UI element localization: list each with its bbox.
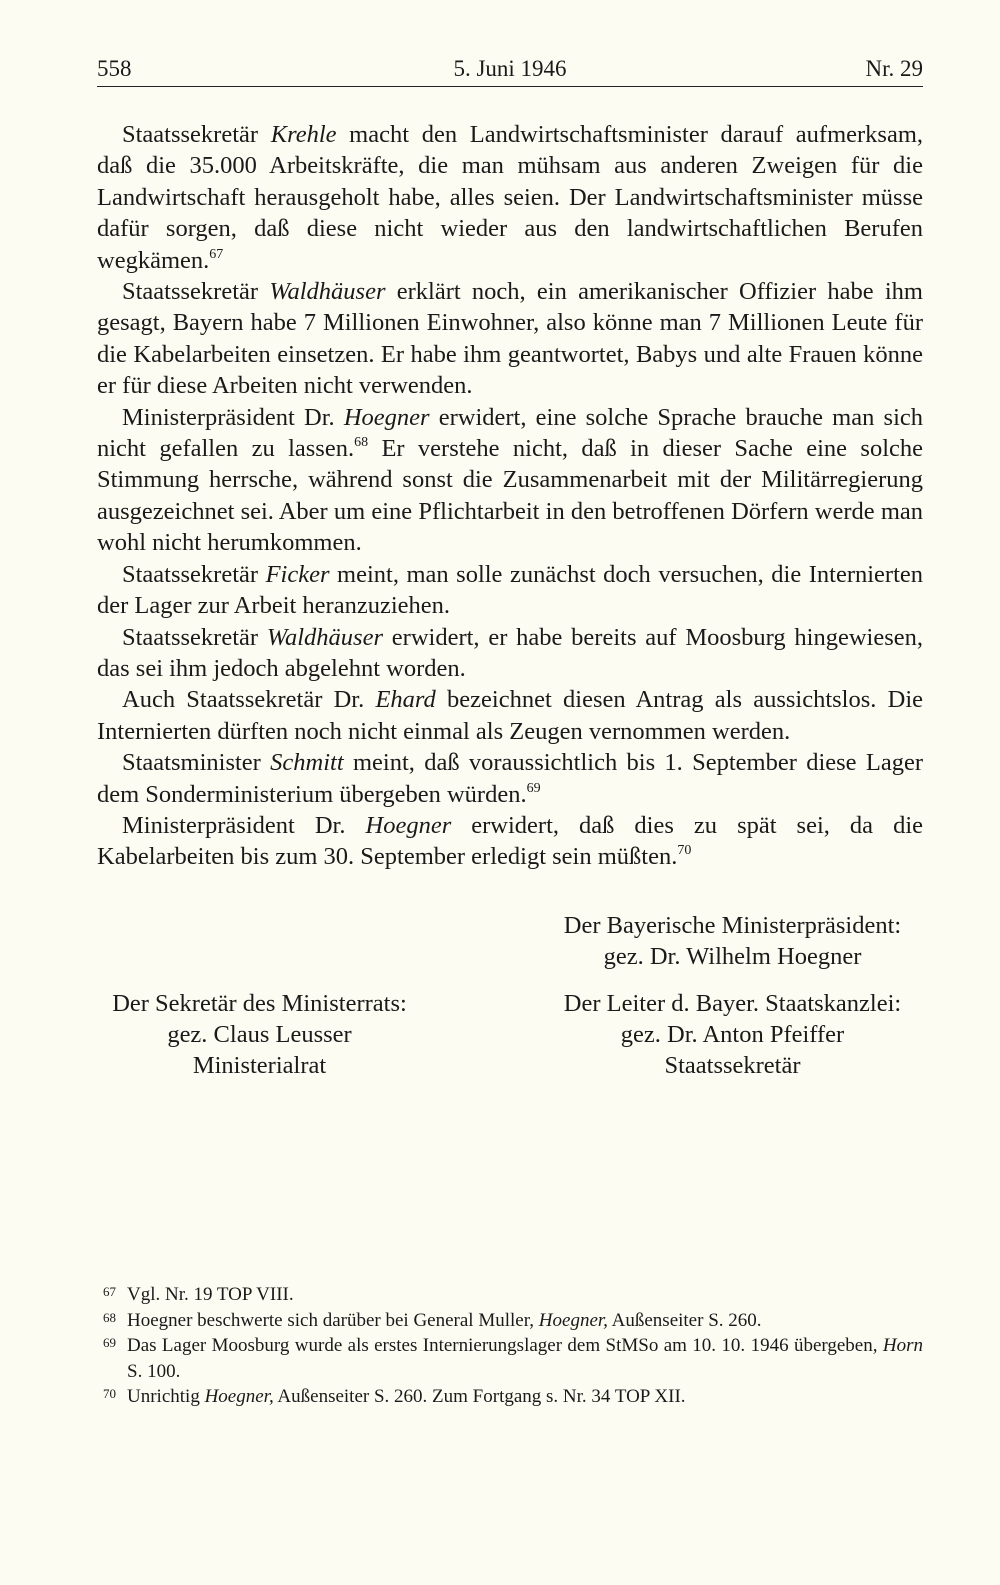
signature-chancellery	[542, 988, 923, 1081]
signature-name: gez. Dr. Anton Pfeiffer	[620, 1021, 845, 1048]
signature-title: Der Leiter d. Bayer. Staatskanzlei:	[563, 990, 902, 1017]
speaker-name: Ficker	[265, 560, 330, 588]
paragraph-text: Staatssekretär	[122, 278, 270, 306]
page-number: 558	[97, 56, 132, 81]
footnote-text: Vgl. Nr. 19 TOP VIII.	[127, 1284, 294, 1305]
signature-rank: Ministerialrat	[192, 1052, 327, 1079]
header-date: 5. Juni 1946	[453, 56, 567, 81]
footnotes	[97, 1282, 923, 1410]
paragraph-text: meint, daß voraussichtlich bis 1. September diese Lager dem Sonderministerium übergeben würden.	[97, 749, 923, 808]
paragraph-text: erwidert, eine solche Sprache brauche man sich nicht gefallen zu lassen.	[97, 403, 924, 463]
paragraph	[97, 810, 923, 873]
footnote-citation: Horn	[882, 1335, 923, 1357]
speaker-name: Krehle	[270, 121, 337, 148]
signature-president	[542, 910, 923, 972]
paragraph-text: Ministerpräsident Dr.	[122, 811, 366, 839]
footnote-number: 67	[103, 1284, 116, 1299]
footnote-text: Außenseiter S. 260.	[607, 1309, 762, 1331]
footnote-ref: 67	[209, 246, 224, 262]
paragraph-text: Staatsminister	[122, 749, 271, 777]
signature-rank: Staatssekretär	[664, 1052, 801, 1079]
footnote	[97, 1308, 923, 1334]
footnote	[97, 1333, 923, 1384]
paragraph	[97, 119, 923, 276]
paragraph	[97, 402, 923, 559]
speaker-name: Hoegner	[343, 403, 430, 431]
speaker-name: Ehard	[375, 686, 436, 714]
footnote-ref: 69	[526, 780, 541, 796]
footnote-text: S. 100.	[127, 1360, 181, 1382]
paragraph-text: bezeichnet diesen Antrag als aussichtslos. Die Internierten dürften noch nicht einmal als Zeugen vernommen werden.	[97, 686, 924, 745]
paragraph	[97, 622, 923, 685]
speaker-name: Schmitt	[270, 749, 344, 777]
footnote	[97, 1282, 923, 1308]
signature-name: gez. Dr. Wilhelm Hoegner	[603, 943, 862, 970]
paragraph	[97, 276, 923, 402]
footnote-citation: Hoegner,	[204, 1386, 274, 1408]
issue-number: Nr. 29	[865, 56, 923, 81]
speaker-name: Waldhäuser	[266, 623, 384, 651]
footnote-number: 69	[103, 1335, 116, 1351]
footnote-text: Hoegner beschwerte sich darüber bei General Muller,	[127, 1309, 539, 1331]
footnote-ref: 70	[677, 843, 692, 859]
paragraph	[97, 747, 923, 810]
paragraph-text: Staatssekretär	[122, 121, 271, 148]
paragraph	[97, 684, 923, 747]
speaker-name: Waldhäuser	[269, 278, 386, 306]
footnote-citation: Hoegner,	[538, 1309, 608, 1331]
minutes-body	[97, 119, 923, 873]
footnote-number: 68	[103, 1309, 116, 1325]
paragraph-text: erwidert, er habe bereits auf Moosburg hingewiesen, das sei ihm jedoch abgelehnt worden.	[97, 623, 923, 682]
paragraph-text: Er verstehe nicht, daß in dieser Sache eine solche Stimmung herrsche, während sonst die Zusammenarbeit mit der Militärregierung ausgezeichnet sei. Aber um eine Pflichtarbeit in den betroffenen Dörfern werde man wohl nicht herumkommen.	[97, 435, 923, 557]
signature-name: gez. Claus Leusser	[167, 1021, 352, 1048]
signature-title: Der Sekretär des Ministerrats:	[112, 990, 407, 1017]
paragraph-text: erwidert, daß dies zu spät sei, da die Kabelarbeiten bis zum 30. September erledigt sein müßten.	[97, 811, 923, 871]
paragraph-text: Ministerpräsident Dr.	[122, 403, 344, 431]
paragraph-text: erklärt noch, ein amerikanischer Offizier habe ihm gesagt, Bayern habe 7 Millionen Einwohner, also könne man 7 Millionen Leute für die Kabelarbeiten einsetzen. Er habe ihm geantwortet, Babys und alte Frauen könne er für diese Arbeiten nicht verwenden.	[97, 278, 923, 400]
footnote-text: Das Lager Moosburg wurde als erstes Internierungslager dem StMSo am 10. 10. 1946 übergeben,	[127, 1335, 883, 1357]
paragraph-text: Staatssekretär	[122, 560, 266, 588]
paragraph-text: Auch Staatssekretär Dr.	[122, 686, 376, 714]
signature-title: Der Bayerische Ministerpräsident:	[563, 912, 902, 939]
footnote	[97, 1384, 923, 1410]
paragraph-text: macht den Landwirtschaftsminister darauf aufmerksam, daß die 35.000 Arbeitskräfte, die man mühsam aus anderen Zweigen für die Landwirtschaft herausgeholt habe, alles seien. Der Landwirtschaftsminister müsse dafür sorgen, daß diese nicht wieder aus den landwirtschaftlichen Berufen wegkämen.	[97, 121, 923, 274]
footnote-text: Außenseiter S. 260. Zum Fortgang s. Nr. 34 TOP XII.	[273, 1386, 686, 1408]
paragraph-text: meint, man solle zunächst doch versuchen, die Internierten der Lager zur Arbeit heranzuziehen.	[97, 560, 923, 620]
footnote-ref: 68	[354, 435, 369, 451]
footnote-number: 70	[103, 1386, 116, 1402]
running-header	[97, 56, 923, 87]
footnote-text: Unrichtig	[127, 1386, 205, 1408]
signature-secretary	[97, 988, 422, 1081]
paragraph	[97, 559, 923, 622]
paragraph-text: Staatssekretär	[122, 623, 267, 651]
speaker-name: Hoegner	[365, 811, 452, 839]
